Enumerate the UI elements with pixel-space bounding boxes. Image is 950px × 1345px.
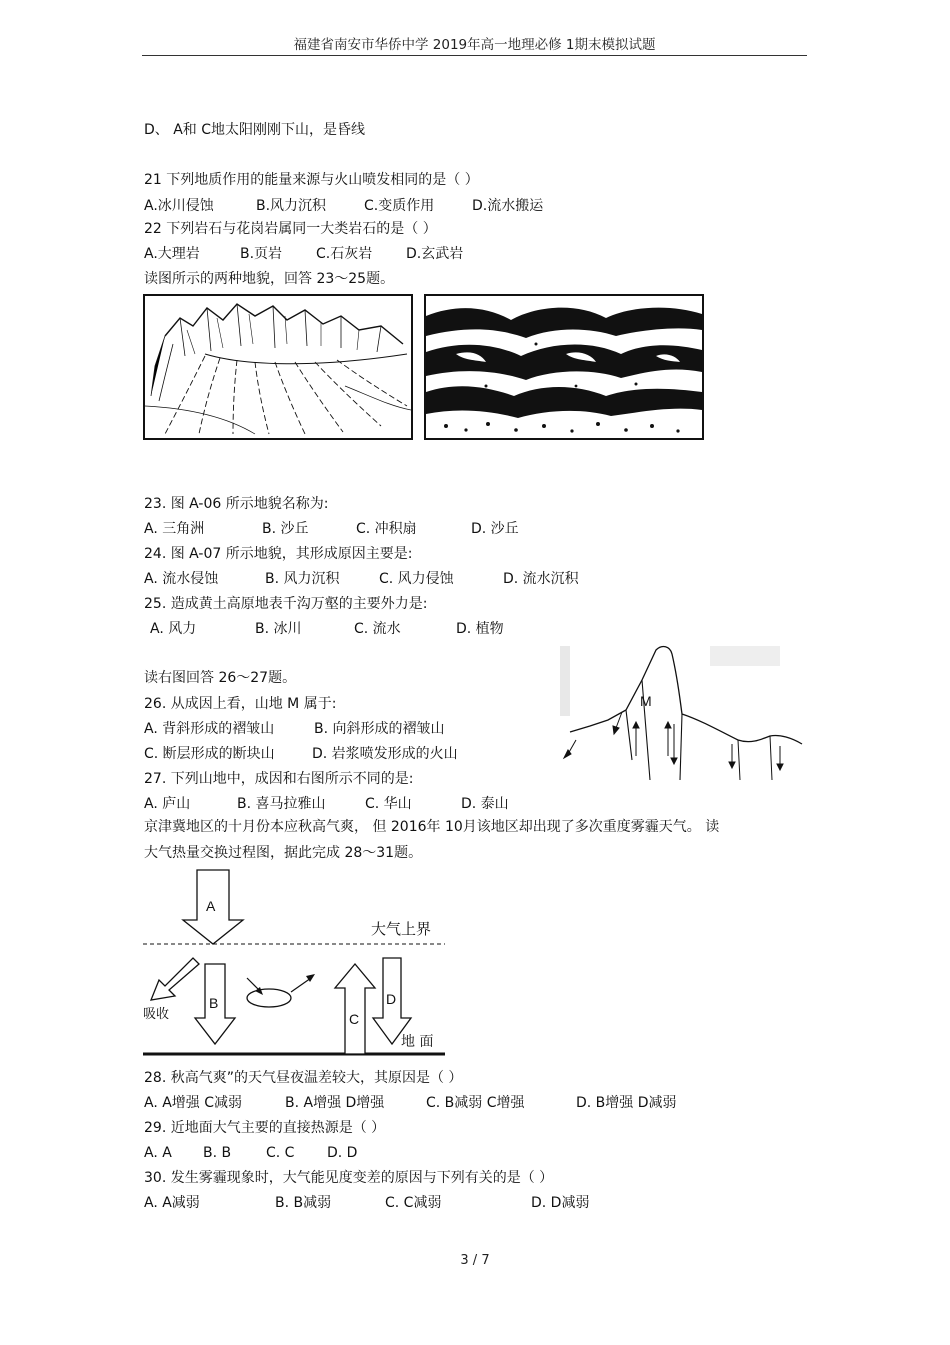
question-21: 21 下列地质作用的能量来源与火山喷发相同的是（ ） bbox=[144, 172, 479, 188]
option: B. 喜马拉雅山 bbox=[237, 796, 326, 812]
option: B. 风力沉积 bbox=[265, 571, 340, 587]
intro-28-31-line2: 大气热量交换过程图，据此完成 28～31题。 bbox=[144, 845, 423, 861]
option: B. 向斜形成的褶皱山 bbox=[314, 721, 445, 737]
question-23: 23. 图 A-06 所示地貌名称为: bbox=[144, 496, 329, 512]
option: D.流水搬运 bbox=[472, 198, 544, 214]
option: C. 流水 bbox=[354, 621, 401, 637]
option: D. D减弱 bbox=[531, 1195, 590, 1211]
option: C. 华山 bbox=[365, 796, 412, 812]
option: D. 流水沉积 bbox=[503, 571, 579, 587]
question-28: 28. 秋高气爽”的天气昼夜温差较大，其原因是（ ） bbox=[144, 1070, 463, 1086]
option: A. A增强 C减弱 bbox=[144, 1095, 243, 1111]
option: D.玄武岩 bbox=[406, 246, 464, 262]
arrow-c-label: C bbox=[349, 1011, 360, 1027]
option: D. 沙丘 bbox=[471, 521, 519, 537]
sand-dune-figure bbox=[424, 294, 704, 440]
question-27: 27. 下列山地中，成因和右图所示不同的是: bbox=[144, 771, 414, 787]
option: B.风力沉积 bbox=[256, 198, 327, 214]
option: B. 冰川 bbox=[255, 621, 302, 637]
question-26: 26. 从成因上看，山地 M 属于: bbox=[144, 696, 337, 712]
option: C. B减弱 C增强 bbox=[426, 1095, 525, 1111]
option: A. 风力 bbox=[150, 621, 197, 637]
question-25: 25. 造成黄土高原地表千沟万壑的主要外力是: bbox=[144, 596, 428, 612]
option: B. B减弱 bbox=[275, 1195, 332, 1211]
arrow-d-label: D bbox=[386, 991, 397, 1007]
intro-26-27: 读右图回答 26～27题。 bbox=[144, 670, 297, 686]
option: A. 三角洲 bbox=[144, 521, 205, 537]
option: B. B bbox=[203, 1145, 232, 1161]
option: C. 断层形成的断块山 bbox=[144, 746, 275, 762]
option: B.页岩 bbox=[240, 246, 283, 262]
fault-block-mountain-figure bbox=[560, 640, 805, 785]
option: B. 沙丘 bbox=[262, 521, 309, 537]
intro-28-31-line1: 京津冀地区的十月份本应秋高气爽， 但 2016年 10月该地区却出现了多次重度雾霾天气。 读 bbox=[144, 819, 720, 835]
option: B. A增强 D增强 bbox=[285, 1095, 385, 1111]
option: D. D bbox=[327, 1145, 358, 1161]
q20-option-d: D、 A和 C地太阳刚刚下山，是昏线 bbox=[144, 122, 366, 138]
option: A. A减弱 bbox=[144, 1195, 200, 1211]
option: C.变质作用 bbox=[364, 198, 435, 214]
ground-label: 地 面 bbox=[401, 1034, 434, 1050]
option: C. 冲积扇 bbox=[356, 521, 417, 537]
option: C. C减弱 bbox=[385, 1195, 442, 1211]
question-22: 22 下列岩石与花岗岩属同一大类岩石的是（ ） bbox=[144, 221, 437, 237]
intro-23-25: 读图所示的两种地貌，回答 23～25题。 bbox=[144, 271, 395, 287]
option: C.石灰岩 bbox=[316, 246, 373, 262]
atmosphere-top-label: 大气上界 bbox=[371, 920, 432, 938]
question-29: 29. 近地面大气主要的直接热源是（ ） bbox=[144, 1120, 386, 1136]
option: A.冰川侵蚀 bbox=[144, 198, 214, 214]
option: A. 背斜形成的褶皱山 bbox=[144, 721, 275, 737]
option: A. 庐山 bbox=[144, 796, 191, 812]
arrow-b-label: B bbox=[209, 995, 219, 1011]
header-rule bbox=[142, 55, 807, 56]
page-header: 福建省南安市华侨中学 2019年高一地理必修 1期末模拟试题 bbox=[293, 37, 656, 53]
alluvial-fan-figure bbox=[143, 294, 413, 440]
option: C. 风力侵蚀 bbox=[379, 571, 454, 587]
option: C. C bbox=[266, 1145, 295, 1161]
option: D. B增强 D减弱 bbox=[576, 1095, 677, 1111]
option: A. A bbox=[144, 1145, 172, 1161]
arrow-a-label: A bbox=[206, 898, 216, 914]
option: D. 植物 bbox=[456, 621, 504, 637]
option: D. 岩浆喷发形成的火山 bbox=[312, 746, 458, 762]
question-24: 24. 图 A-07 所示地貌，其形成原因主要是: bbox=[144, 546, 413, 562]
question-30: 30. 发生雾霾现象时，大气能见度变差的原因与下列有关的是（ ） bbox=[144, 1170, 554, 1186]
option: A. 流水侵蚀 bbox=[144, 571, 219, 587]
page-number: 3 / 7 bbox=[460, 1253, 490, 1268]
mountain-m-label: M bbox=[640, 693, 652, 709]
atmospheric-heat-exchange-figure bbox=[143, 868, 445, 1056]
absorb-label: 吸收 bbox=[143, 1007, 170, 1022]
option: A.大理岩 bbox=[144, 246, 200, 262]
option: D. 泰山 bbox=[461, 796, 509, 812]
